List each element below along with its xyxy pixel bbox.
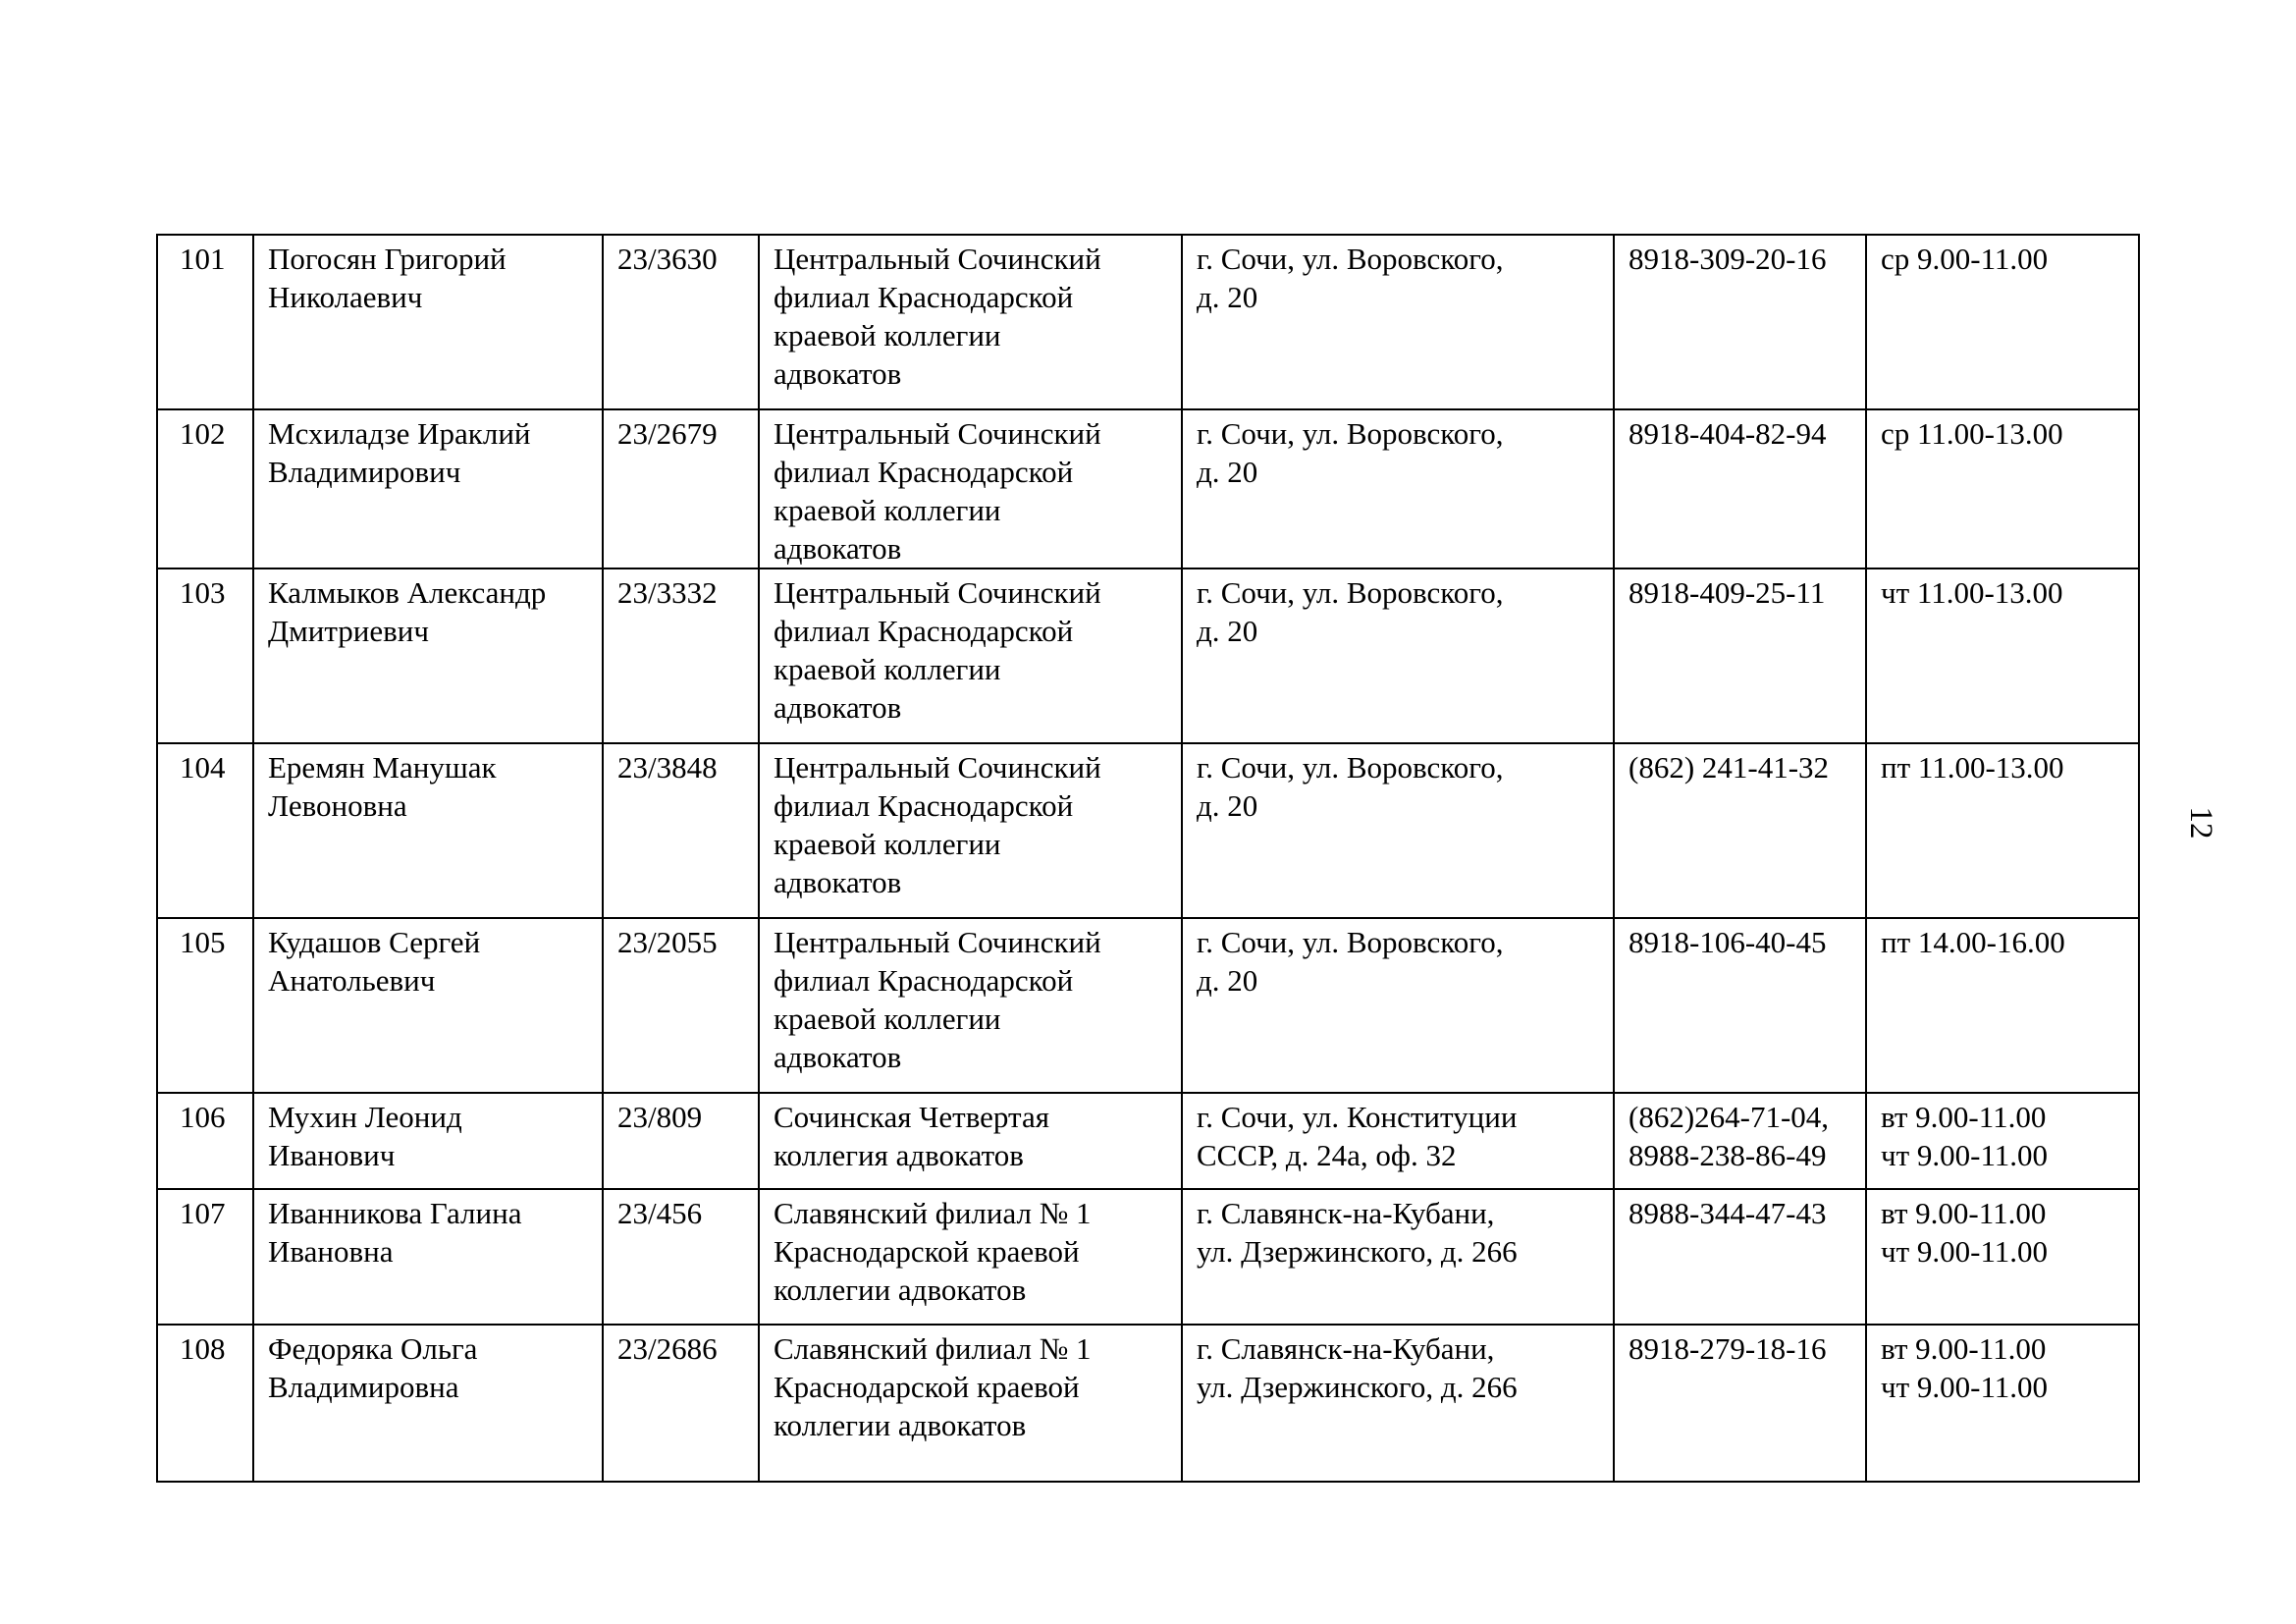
table-body bbox=[157, 235, 2139, 1482]
cell-phone-line: 8918-404-82-94 bbox=[1629, 416, 1827, 451]
cell-number-text: 101 bbox=[180, 242, 226, 276]
cell-number bbox=[157, 568, 253, 743]
cell-reg-number bbox=[603, 235, 759, 409]
cell-organization-line: адвокатов bbox=[774, 531, 902, 566]
cell-organization-line: филиал Краснодарской bbox=[774, 614, 1074, 648]
cell-reg-number-text: 23/456 bbox=[617, 1196, 703, 1230]
cell-address-line: д. 20 bbox=[1197, 614, 1258, 648]
cell-organization-line: Центральный Сочинский bbox=[774, 575, 1101, 610]
cell-organization-line: Краснодарской краевой bbox=[774, 1370, 1080, 1404]
cell-name bbox=[253, 568, 603, 743]
cell-number bbox=[157, 409, 253, 568]
cell-organization-line: коллегия адвокатов bbox=[774, 1138, 1024, 1172]
cell-schedule-line: чт 9.00-11.00 bbox=[1881, 1234, 2049, 1269]
cell-organization-line: филиал Краснодарской bbox=[774, 455, 1074, 489]
cell-phone-line: 8988-344-47-43 bbox=[1629, 1196, 1827, 1230]
cell-number-text: 108 bbox=[180, 1331, 226, 1366]
cell-reg-number bbox=[603, 743, 759, 918]
cell-organization bbox=[759, 568, 1182, 743]
cell-name-line: Погосян Григорий bbox=[268, 242, 507, 276]
cell-organization bbox=[759, 1189, 1182, 1325]
table-row bbox=[157, 568, 2139, 743]
cell-phone bbox=[1614, 568, 1866, 743]
cell-schedule-line: ср 11.00-13.00 bbox=[1881, 416, 2063, 451]
cell-name bbox=[253, 1189, 603, 1325]
cell-reg-number-text: 23/3630 bbox=[617, 242, 718, 276]
cell-phone bbox=[1614, 235, 1866, 409]
cell-address-line: г. Сочи, ул. Воровского, bbox=[1197, 416, 1504, 451]
page-number: 12 bbox=[2183, 806, 2218, 839]
cell-phone bbox=[1614, 1189, 1866, 1325]
cell-organization-line: адвокатов bbox=[774, 865, 902, 899]
cell-name bbox=[253, 1093, 603, 1189]
table-row bbox=[157, 1093, 2139, 1189]
cell-organization-line: краевой коллегии bbox=[774, 827, 1001, 861]
cell-schedule bbox=[1866, 918, 2139, 1093]
cell-reg-number bbox=[603, 1189, 759, 1325]
cell-number bbox=[157, 1325, 253, 1482]
cell-phone bbox=[1614, 409, 1866, 568]
cell-phone-line: (862)264-71-04, bbox=[1629, 1100, 1830, 1134]
lawyers-table bbox=[156, 234, 2140, 1483]
table-row bbox=[157, 918, 2139, 1093]
cell-address-line: г. Сочи, ул. Конституции bbox=[1197, 1100, 1518, 1134]
table-row bbox=[157, 743, 2139, 918]
cell-organization bbox=[759, 918, 1182, 1093]
cell-address-line: г. Сочи, ул. Воровского, bbox=[1197, 242, 1504, 276]
cell-name-line: Иванникова Галина bbox=[268, 1196, 522, 1230]
cell-address-line: СССР, д. 24а, оф. 32 bbox=[1197, 1138, 1457, 1172]
cell-address-line: г. Сочи, ул. Воровского, bbox=[1197, 750, 1504, 785]
cell-schedule bbox=[1866, 1325, 2139, 1482]
cell-address-line: ул. Дзержинского, д. 266 bbox=[1197, 1370, 1518, 1404]
cell-organization-line: краевой коллегии bbox=[774, 1001, 1001, 1036]
cell-address bbox=[1182, 1325, 1614, 1482]
cell-reg-number-text: 23/3332 bbox=[617, 575, 718, 610]
cell-name-line: Мухин Леонид bbox=[268, 1100, 462, 1134]
cell-phone-line: (862) 241-41-32 bbox=[1629, 750, 1830, 785]
cell-phone-line: 8918-309-20-16 bbox=[1629, 242, 1827, 276]
cell-reg-number bbox=[603, 918, 759, 1093]
cell-organization-line: Центральный Сочинский bbox=[774, 925, 1101, 959]
cell-number-text: 105 bbox=[180, 925, 226, 959]
cell-address-line: д. 20 bbox=[1197, 963, 1258, 998]
cell-address bbox=[1182, 1093, 1614, 1189]
cell-phone bbox=[1614, 918, 1866, 1093]
cell-phone-line: 8988-238-86-49 bbox=[1629, 1138, 1827, 1172]
cell-number-text: 103 bbox=[180, 575, 226, 610]
cell-schedule-line: вт 9.00-11.00 bbox=[1881, 1100, 2047, 1134]
cell-reg-number-text: 23/2686 bbox=[617, 1331, 718, 1366]
cell-name bbox=[253, 409, 603, 568]
cell-schedule-line: чт 11.00-13.00 bbox=[1881, 575, 2063, 610]
cell-address-line: г. Славянск-на-Кубани, bbox=[1197, 1196, 1495, 1230]
cell-address bbox=[1182, 743, 1614, 918]
cell-organization-line: Краснодарской краевой bbox=[774, 1234, 1080, 1269]
cell-organization-line: краевой коллегии bbox=[774, 493, 1001, 527]
cell-schedule-line: пт 14.00-16.00 bbox=[1881, 925, 2065, 959]
cell-organization-line: адвокатов bbox=[774, 690, 902, 725]
cell-number-text: 102 bbox=[180, 416, 226, 451]
cell-organization-line: краевой коллегии bbox=[774, 652, 1001, 686]
cell-schedule bbox=[1866, 1093, 2139, 1189]
cell-organization-line: Центральный Сочинский bbox=[774, 416, 1101, 451]
cell-number-text: 107 bbox=[180, 1196, 226, 1230]
cell-name bbox=[253, 235, 603, 409]
cell-reg-number bbox=[603, 1093, 759, 1189]
cell-phone bbox=[1614, 1093, 1866, 1189]
cell-phone bbox=[1614, 1325, 1866, 1482]
cell-organization-line: филиал Краснодарской bbox=[774, 963, 1074, 998]
cell-name bbox=[253, 743, 603, 918]
cell-organization-line: филиал Краснодарской bbox=[774, 788, 1074, 823]
table-row bbox=[157, 235, 2139, 409]
table-row bbox=[157, 1325, 2139, 1482]
cell-organization-line: краевой коллегии bbox=[774, 318, 1001, 352]
cell-address bbox=[1182, 1189, 1614, 1325]
cell-schedule bbox=[1866, 743, 2139, 918]
cell-name-line: Федоряка Ольга bbox=[268, 1331, 478, 1366]
cell-reg-number bbox=[603, 1325, 759, 1482]
cell-organization bbox=[759, 743, 1182, 918]
cell-schedule-line: чт 9.00-11.00 bbox=[1881, 1370, 2049, 1404]
cell-number-text: 106 bbox=[180, 1100, 226, 1134]
cell-name-line: Владимирович bbox=[268, 455, 461, 489]
cell-name-line: Кудашов Сергей bbox=[268, 925, 481, 959]
cell-schedule bbox=[1866, 1189, 2139, 1325]
cell-name-line: Анатольевич bbox=[268, 963, 436, 998]
cell-organization-line: коллегии адвокатов bbox=[774, 1272, 1027, 1307]
cell-phone-line: 8918-279-18-16 bbox=[1629, 1331, 1827, 1366]
cell-organization-line: Славянский филиал № 1 bbox=[774, 1331, 1092, 1366]
cell-name-line: Еремян Манушак bbox=[268, 750, 497, 785]
cell-organization bbox=[759, 1325, 1182, 1482]
cell-address-line: д. 20 bbox=[1197, 455, 1258, 489]
cell-address-line: г. Сочи, ул. Воровского, bbox=[1197, 575, 1504, 610]
cell-number bbox=[157, 1189, 253, 1325]
cell-schedule-line: ср 9.00-11.00 bbox=[1881, 242, 2049, 276]
cell-address-line: д. 20 bbox=[1197, 280, 1258, 314]
cell-schedule-line: вт 9.00-11.00 bbox=[1881, 1331, 2047, 1366]
table-row bbox=[157, 1189, 2139, 1325]
cell-number bbox=[157, 743, 253, 918]
cell-name-line: Владимировна bbox=[268, 1370, 459, 1404]
cell-organization-line: Сочинская Четвертая bbox=[774, 1100, 1049, 1134]
cell-organization-line: коллегии адвокатов bbox=[774, 1408, 1027, 1442]
cell-address bbox=[1182, 409, 1614, 568]
table-row bbox=[157, 409, 2139, 568]
cell-phone-line: 8918-106-40-45 bbox=[1629, 925, 1827, 959]
cell-phone bbox=[1614, 743, 1866, 918]
cell-organization-line: адвокатов bbox=[774, 356, 902, 391]
cell-name-line: Мсхиладзе Ираклий bbox=[268, 416, 531, 451]
cell-number bbox=[157, 918, 253, 1093]
cell-reg-number bbox=[603, 568, 759, 743]
cell-schedule bbox=[1866, 409, 2139, 568]
cell-number bbox=[157, 235, 253, 409]
cell-name bbox=[253, 918, 603, 1093]
cell-address-line: д. 20 bbox=[1197, 788, 1258, 823]
cell-number-text: 104 bbox=[180, 750, 226, 785]
cell-organization-line: Славянский филиал № 1 bbox=[774, 1196, 1092, 1230]
cell-name-line: Николаевич bbox=[268, 280, 423, 314]
cell-number bbox=[157, 1093, 253, 1189]
cell-schedule-line: чт 9.00-11.00 bbox=[1881, 1138, 2049, 1172]
cell-reg-number-text: 23/3848 bbox=[617, 750, 718, 785]
cell-reg-number bbox=[603, 409, 759, 568]
cell-name bbox=[253, 1325, 603, 1482]
cell-reg-number-text: 23/2679 bbox=[617, 416, 718, 451]
cell-organization bbox=[759, 409, 1182, 568]
cell-address bbox=[1182, 568, 1614, 743]
cell-organization bbox=[759, 235, 1182, 409]
cell-address-line: ул. Дзержинского, д. 266 bbox=[1197, 1234, 1518, 1269]
cell-address-line: г. Сочи, ул. Воровского, bbox=[1197, 925, 1504, 959]
cell-name-line: Дмитриевич bbox=[268, 614, 429, 648]
cell-name-line: Иванович bbox=[268, 1138, 396, 1172]
cell-organization-line: Центральный Сочинский bbox=[774, 750, 1101, 785]
cell-reg-number-text: 23/2055 bbox=[617, 925, 718, 959]
cell-address bbox=[1182, 918, 1614, 1093]
cell-name-line: Ивановна bbox=[268, 1234, 394, 1269]
cell-organization bbox=[759, 1093, 1182, 1189]
cell-schedule bbox=[1866, 235, 2139, 409]
cell-schedule bbox=[1866, 568, 2139, 743]
cell-name-line: Левоновна bbox=[268, 788, 407, 823]
cell-name-line: Калмыков Александр bbox=[268, 575, 547, 610]
cell-phone-line: 8918-409-25-11 bbox=[1629, 575, 1826, 610]
cell-organization-line: Центральный Сочинский bbox=[774, 242, 1101, 276]
cell-organization-line: адвокатов bbox=[774, 1040, 902, 1074]
cell-reg-number-text: 23/809 bbox=[617, 1100, 703, 1134]
cell-organization-line: филиал Краснодарской bbox=[774, 280, 1074, 314]
cell-schedule-line: пт 11.00-13.00 bbox=[1881, 750, 2064, 785]
cell-schedule-line: вт 9.00-11.00 bbox=[1881, 1196, 2047, 1230]
cell-address bbox=[1182, 235, 1614, 409]
cell-address-line: г. Славянск-на-Кубани, bbox=[1197, 1331, 1495, 1366]
